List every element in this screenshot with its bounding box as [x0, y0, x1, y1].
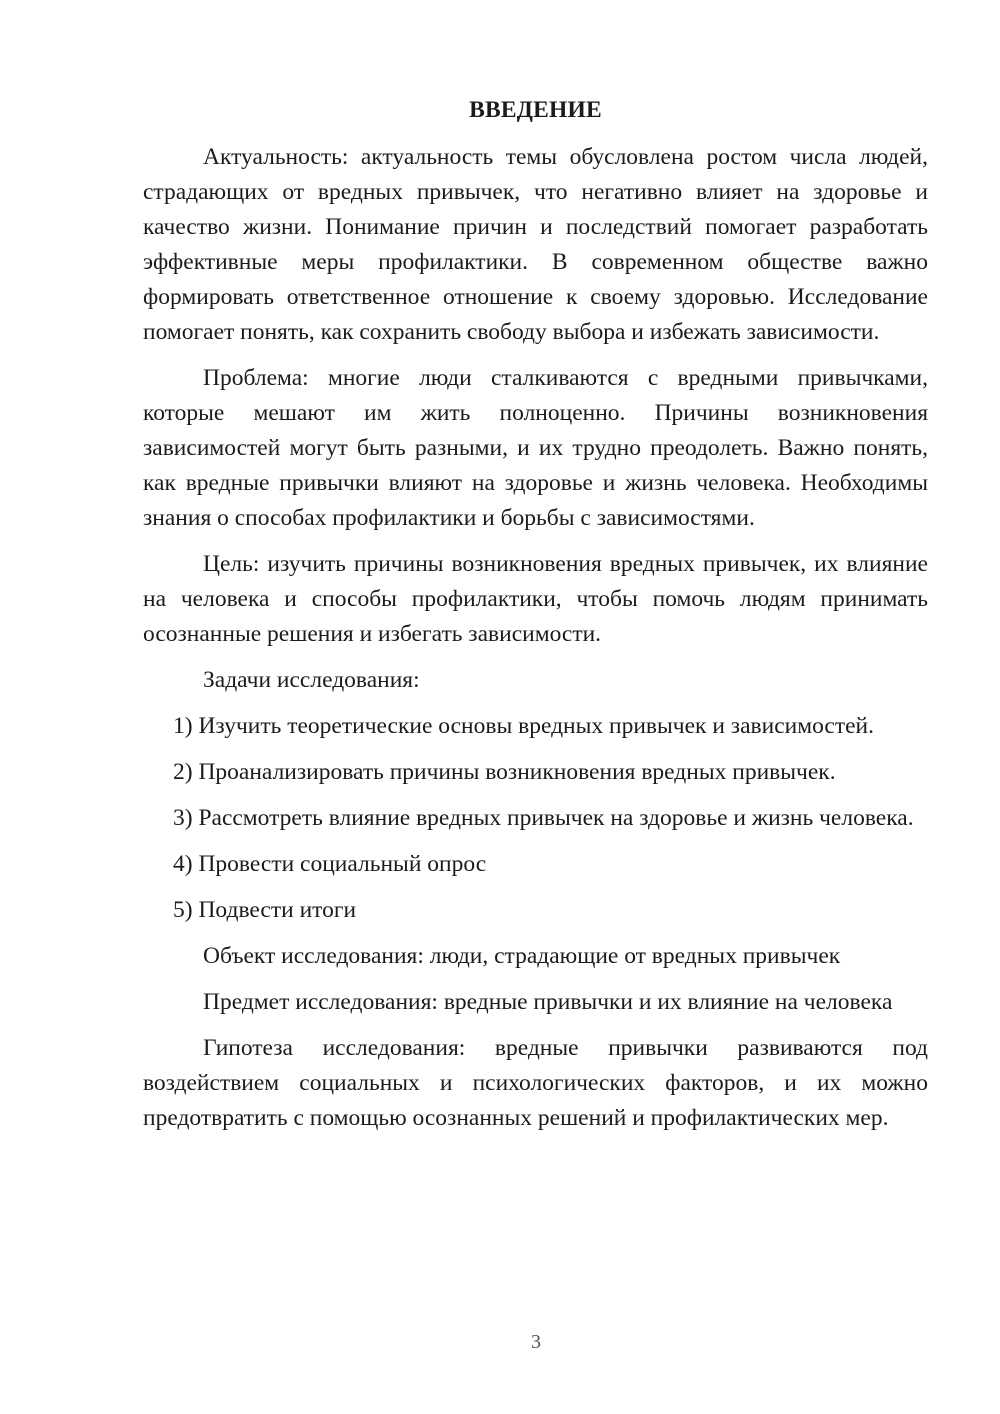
- section-title: ВВЕДЕНИЕ: [469, 97, 602, 123]
- hypothesis-paragraph: Гипотеза исследования: вредные привычки развиваются под воздействием социальных и психологических факторов, и их можно предотвратить с помощью осознанных решений и профилактических мер.: [143, 1035, 928, 1131]
- relevance-paragraph: Актуальность: актуальность темы обусловлена ростом числа людей, страдающих от вредных привычек, что негативно влияет на здоровье и качество жизни. Понимание причин и последствий помогает разработать эффективные меры профилактики. В современном обществе важно формировать ответственное отношение к своему здоровью. Исследование помогает понять, как сохранить свободу выбора и избежать зависимости.: [143, 144, 928, 345]
- tasks-heading: Задачи исследования:: [203, 667, 420, 693]
- document-body: [143, 93, 928, 1147]
- problem-paragraph: Проблема: многие люди сталкиваются с вредными привычками, которые мешают им жить полноценно. Причины возникновения зависимостей могут быть разными, и их трудно преодолеть. Важно понять, как вредные привычки влияют на здоровье и жизнь человека. Необходимы знания о способах профилактики и борьбы с зависимостями.: [143, 365, 928, 531]
- task-item-3: 3) Рассмотреть влияние вредных привычек на здоровье и жизнь человека.: [173, 805, 914, 831]
- goal-paragraph: Цель: изучить причины возникновения вредных привычек, их влияние на человека и способы профилактики, чтобы помочь людям принимать осознанные решения и избегать зависимости.: [143, 551, 928, 647]
- task-item-2: 2) Проанализировать причины возникновения вредных привычек.: [173, 759, 836, 785]
- task-item-1: 1) Изучить теоретические основы вредных привычек и зависимостей.: [173, 713, 874, 739]
- object-paragraph: Объект исследования: люди, страдающие от вредных привычек: [203, 943, 841, 969]
- page-number: 3: [531, 1331, 541, 1353]
- subject-paragraph: Предмет исследования: вредные привычки и их влияние на человека: [203, 989, 893, 1015]
- task-item-5: 5) Подвести итоги: [173, 897, 357, 923]
- task-item-4: 4) Провести социальный опрос: [173, 851, 487, 877]
